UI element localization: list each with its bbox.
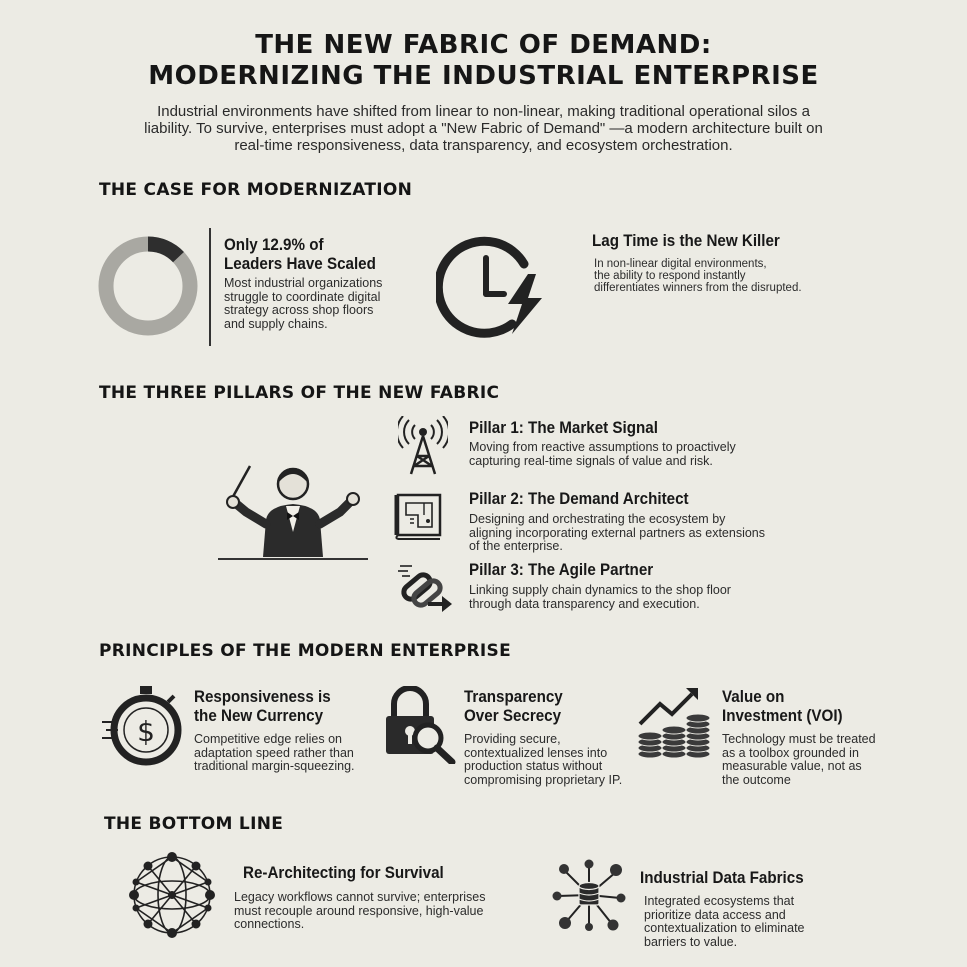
principle-1-title — [194, 688, 331, 726]
principle-1-title-line-2: the New Currency — [194, 707, 324, 725]
svg-text:$: $ — [137, 715, 155, 748]
principle-3-title-line-1: Value on — [722, 688, 785, 706]
bottom-1-title: Re-Architecting for Survival — [243, 864, 444, 882]
principle-1-body: Competitive edge relies on adaptation speed rather than traditional margin-squeezing. — [194, 732, 355, 773]
lag-body-line-3: differentiates winners from the disrupted. — [594, 282, 802, 294]
lag-body-line-1: In non-linear digital environments, — [594, 258, 767, 270]
lag-title: Lag Time is the New Killer — [592, 232, 780, 250]
principle-2-title-line-2: Over Secrecy — [464, 707, 562, 725]
title-line-2: MODERNIZING THE INDUSTRIAL ENTERPRISE — [148, 61, 819, 91]
principles-heading: PRINCIPLES OF THE MODERN ENTERPRISE — [99, 641, 512, 661]
bottom-2-body: Integrated ecosystems that prioritize data access and contextualization to eliminate barriers to value. — [644, 894, 805, 949]
principle-2-title-line-1: Transparency — [464, 688, 563, 706]
pillar-2-title: Pillar 2: The Demand Architect — [469, 490, 689, 508]
title-line-1: THE NEW FABRIC OF DEMAND: — [255, 30, 712, 60]
lag-body — [594, 258, 854, 294]
principle-3-title-line-2: Investment (VOI) — [722, 707, 843, 725]
pillar-3-body: Linking supply chain dynamics to the shop floor through data transparency and execution. — [469, 583, 731, 611]
principle-2-title — [464, 688, 563, 726]
donut-chart-icon — [98, 236, 198, 336]
case-heading: THE CASE FOR MODERNIZATION — [99, 180, 413, 200]
bottom-1-body: Legacy workflows cannot survive; enterprises must recouple around responsive, high-value connections. — [234, 890, 486, 931]
page-title — [0, 30, 967, 92]
principle-3-body: Technology must be treated as a toolbox grounded in measurable value, not as the outcome — [722, 732, 876, 787]
principle-3-title — [722, 688, 843, 726]
intro-text: Industrial environments have shifted from linear to non-linear, making traditional operational silos a liability. To survive, enterprises must adopt a "New Fabric of Demand" —a modern architecture built on real-time responsiveness, data transparency, and ecosystem orchestration. — [144, 103, 823, 154]
divider — [209, 228, 211, 346]
pillar-3-title: Pillar 3: The Agile Partner — [469, 561, 654, 579]
bottom-2-title: Industrial Data Fabrics — [640, 869, 804, 887]
clock-lightning-icon — [436, 232, 548, 340]
chain-link-icon — [398, 562, 454, 612]
pillars-heading: THE THREE PILLARS OF THE NEW FABRIC — [99, 383, 500, 403]
bottom-heading: THE BOTTOM LINE — [104, 814, 284, 834]
stopwatch-dollar-icon — [100, 684, 186, 766]
coins-growth-icon — [636, 684, 712, 760]
pillar-2-body: Designing and orchestrating the ecosystem by aligning incorporating external partners as extensions of the enterprise. — [469, 512, 766, 553]
principle-1-title-line-1: Responsiveness is — [194, 688, 331, 706]
radio-tower-icon — [398, 416, 448, 476]
padlock-magnifier-icon — [384, 686, 456, 764]
lag-body-line-2: the ability to respond instantly — [594, 270, 746, 282]
pillar-1-body: Moving from reactive assumptions to proactively capturing real-time signals of value and risk. — [469, 440, 736, 468]
database-hub-icon — [552, 858, 626, 932]
principle-2-body: Providing secure, contextualized lenses into production status without compromising proprietary IP. — [464, 732, 623, 787]
stat-body: Most industrial organizations struggle to coordinate digital strategy across shop floors and supply chains. — [224, 276, 383, 331]
blueprint-icon — [394, 489, 444, 541]
stat-title-line-1: Only 12.9% of — [224, 236, 324, 254]
conductor-icon — [218, 462, 368, 562]
stat-title-line-2: Leaders Have Scaled — [224, 255, 376, 273]
stat-title — [224, 236, 376, 274]
pillar-1-title: Pillar 1: The Market Signal — [469, 419, 658, 437]
network-sphere-icon — [128, 852, 216, 938]
